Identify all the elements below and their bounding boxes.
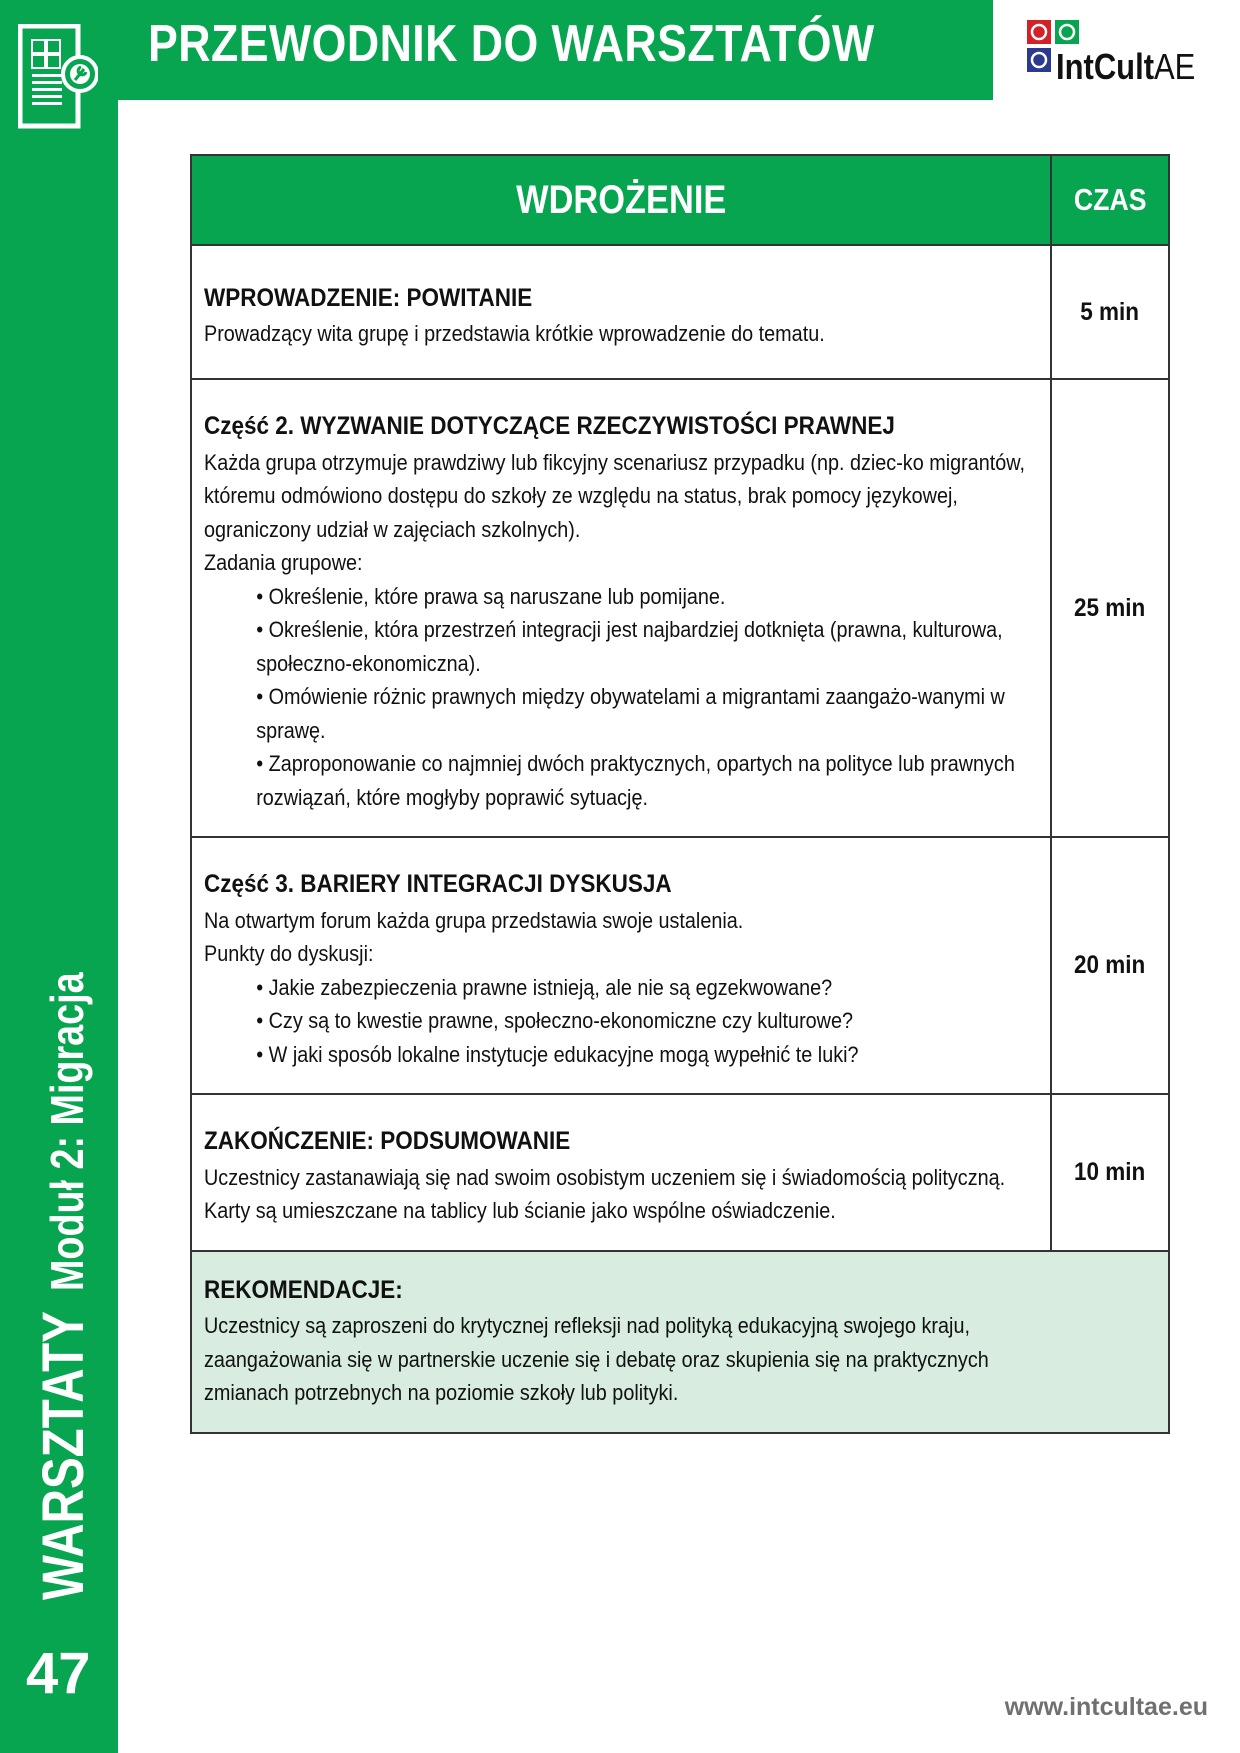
table-row [191, 379, 1169, 837]
footer-website-link[interactable]: www.intcultae.eu [1004, 1693, 1208, 1721]
table-row [191, 837, 1169, 1094]
row-text: Prowadzący wita grupę i przedstawia krótkie wprowadzenie do tematu. [204, 321, 825, 346]
bullet-item: • Określenie, która przestrzeń integracji jest najbardziej dotknięta (prawna, kulturowa, społeczno-ekonomiczna). [256, 617, 1003, 676]
workshop-guide-icon [18, 24, 98, 130]
row-text: Uczestnicy zastanawiają się nad swoim osobistym uczeniem się i świadomością polityczną. [204, 1164, 1006, 1190]
header-implementation: WDROŻENIE [191, 155, 1051, 245]
table-row [191, 1094, 1169, 1251]
row-title: WPROWADZENIE: POWITANIE [204, 283, 533, 312]
row-time: 25 min [1051, 379, 1169, 837]
bullet-item: • Czy są to kwestie prawne, społeczno-ekonomiczne czy kulturowe? [256, 1008, 853, 1033]
page-number: 47 [26, 1641, 91, 1706]
module-label: Moduł 2: Migracja [41, 972, 93, 1292]
table-row [191, 245, 1169, 379]
table-header-row [191, 155, 1169, 245]
page-title: PRZEWODNIK DO WARSZTATÓW [148, 15, 875, 73]
logo-text: IntCultAE [1056, 46, 1196, 87]
recommendations-text: Uczestnicy są zaproszeni do krytycznej refleksji nad polityką edukacyjną swojego kraju, zaangażowania się w partnerskie uczenie się i debatę oraz skupienia się na praktycznych zmianach potrzebnych na poziomie szkoły lub polityki. [204, 1313, 989, 1405]
row-text: Na otwartym forum każda grupa przedstawia swoje ustalenia. [204, 907, 744, 933]
row-content [191, 245, 1051, 379]
row-time: 5 min [1051, 245, 1169, 379]
row-content [191, 837, 1051, 1094]
row-content [191, 1094, 1051, 1251]
row-title: Część 3. BARIERY INTEGRACJI DYSKUSJA [204, 870, 672, 898]
implementation-table [190, 154, 1170, 1434]
bullet-item: • W jaki sposób lokalne instytucje edukacyjne mogą wypełnić te luki? [256, 1041, 859, 1067]
section-label: WARSZTATY [31, 1311, 96, 1600]
row-time: 10 min [1051, 1094, 1169, 1251]
row-time: 20 min [1051, 837, 1169, 1094]
bullet-item: • Omówienie różnic prawnych między obywatelami a migrantami zaangażo-wanymi w sprawę. [256, 684, 1005, 743]
recommendations-title: REKOMENDACJE: [204, 1275, 403, 1304]
bullet-item: • Jakie zabezpieczenia prawne istnieją, ale nie są egzekwowane? [256, 974, 833, 1000]
header-time: CZAS [1051, 155, 1169, 245]
row-text: Każda grupa otrzymuje prawdziwy lub fikcyjny scenariusz przypadku (np. dziec-ko migrantów, któremu odmówiono dostępu do szkoły ze względu na status, brak pomocy językowej, ograniczony udział w zajęciach szkolnych). [204, 449, 1025, 542]
row-text: Karty są umieszczane na tablicy lub ścianie jako wspólne oświadczenie. [204, 1198, 836, 1223]
recommendations-row [191, 1251, 1169, 1433]
row-content [191, 379, 1051, 837]
bullet-item: • Określenie, które prawa są naruszane lub pomijane. [256, 583, 726, 609]
sidebar-vertical-title [30, 903, 97, 1600]
row-text: Punkty do dyskusji: [204, 941, 374, 966]
bullet-item: • Zaproponowanie co najmniej dwóch praktycznych, opartych na polityce lub prawnych rozwiązań, które mogłyby poprawić sytuację. [256, 751, 1015, 810]
row-title: ZAKOŃCZENIE: PODSUMOWANIE [204, 1127, 571, 1155]
row-text: Zadania grupowe: [204, 550, 363, 575]
recommendations [191, 1251, 1169, 1433]
row-title: Część 2. WYZWANIE DOTYCZĄCE RZECZYWISTOŚCI PRAWNEJ [204, 412, 895, 440]
